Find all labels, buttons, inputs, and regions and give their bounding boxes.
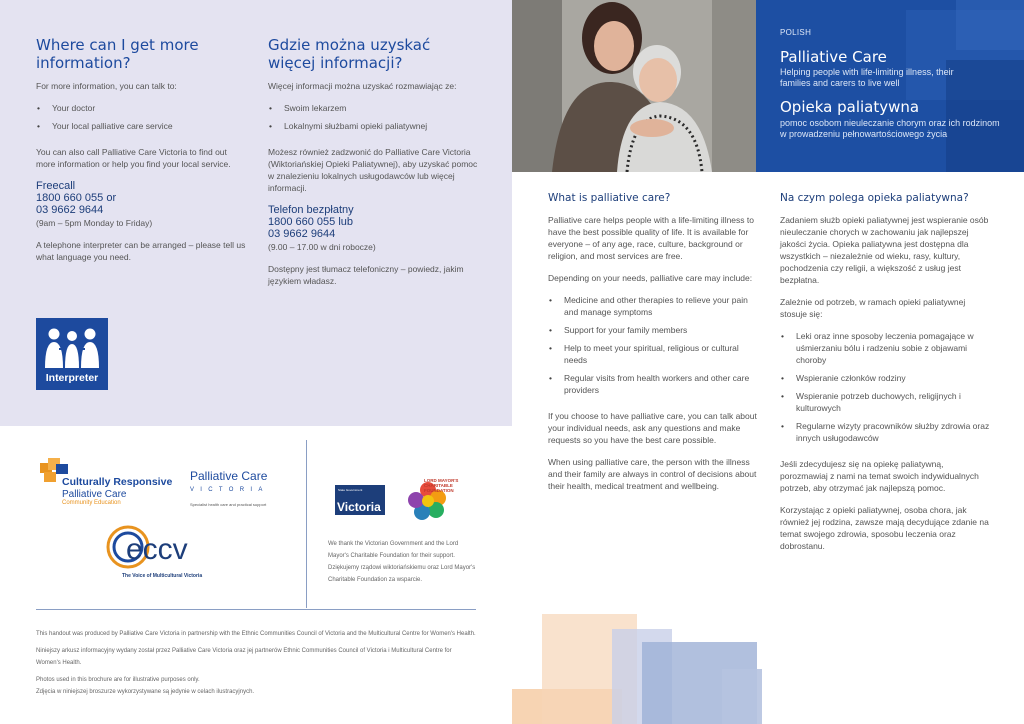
what-is-pl-column <box>780 192 992 562</box>
alt-phone-number: 03 9662 9644 <box>36 204 104 216</box>
polish-info-heading: Gdzie można uzyskać więcej informacji? <box>268 36 431 72</box>
polish-phone-hours: (9.00 – 17.00 w dni robocze) <box>268 242 376 252</box>
footer <box>36 628 476 703</box>
polish-call-text: Możesz również zadzwonić do Palliative Care Victoria (Wiktoriańskiej Opieki Paliatywnej), aby uzyskać pomoc w znalezieniu lokalnych usługodawców lub więcej informacji. <box>268 147 478 193</box>
photo-illustration <box>512 0 756 172</box>
polish-phone-label: Telefon bezpłatny <box>268 204 354 216</box>
english-info-intro: For more information, you can talk to: <box>36 81 177 91</box>
list-item: • Your doctor <box>36 102 248 114</box>
what-is-pl-p2: Zależnie od potrzeb, w ramach opieki paliatywnej stosuje się: <box>780 297 966 319</box>
polish-phone-numbers <box>268 216 478 240</box>
what-is-pl-p4: Korzystając z opieki paliatywnej, osoba chora, jak również jej rodzina, zawsze mają decydujące zdanie na temat swojego zdrowia, sposobu leczenia oraz dobrostanu. <box>780 505 989 551</box>
victoria-government-logo <box>335 485 385 515</box>
eccv-logo-tagline: The Voice of Multicultural Victoria <box>122 573 203 579</box>
cover-title-pl: Opieka paliatywna <box>780 98 920 116</box>
victoria-logo-name: Victoria <box>337 500 381 514</box>
pcv-logo-tagline: Specialist health care and practical support <box>190 502 267 507</box>
horizontal-divider <box>36 609 476 610</box>
list-item: • Wspieranie członków rodziny <box>780 372 992 384</box>
polish-info-column <box>268 36 478 297</box>
interpreter-badge <box>36 318 108 390</box>
footer-p1: This handout was produced by Palliative Care Victoria in partnership with the Ethnic Communities Council of Victoria and the Multicultural Centre for Women's Health. <box>36 631 476 637</box>
what-is-en-p3: If you choose to have palliative care, you can talk about your individual needs, ask any questions and make requests so you have the best care possible. <box>548 411 757 445</box>
list-item: • Leki oraz inne sposoby leczenia pomagające w uśmierzaniu bólu i radzeniu sobie z objawami choroby <box>780 330 992 366</box>
what-is-en-p4: When using palliative care, the person with the illness and their family are always in control of decisions about their health, medical treatment and wellbeing. <box>548 457 757 491</box>
interpreter-label: Interpreter <box>45 372 99 384</box>
polish-info-intro: Więcej informacji można uzyskać rozmawiając ze: <box>268 81 457 91</box>
list-item: • Support for your family members <box>548 324 758 336</box>
english-call-text: You can also call Palliative Care Victoria to find out more information or help you find your local service. <box>36 147 231 169</box>
interpreter-icon <box>36 322 108 374</box>
list-item: • Medicine and other therapies to relieve your pain and manage symptoms <box>548 294 758 318</box>
footer-p3: Photos used in this brochure are for illustrative purposes only. <box>36 677 200 683</box>
what-is-pl-heading: Na czym polega opieka paliatywna? <box>780 192 969 204</box>
cover-subtitle-pl: pomoc osobom nieuleczanie chorym oraz ich rodzinom w prowadzeniu pełnowartościowego życia <box>780 118 1000 139</box>
footer-p4: Zdjęcia w niniejszej broszurze wykorzystywane są jedynie w celach ilustracyjnych. <box>36 689 255 695</box>
phone-hours: (9am – 5pm Monday to Friday) <box>36 218 153 228</box>
english-info-heading: Where can I get more information? <box>36 36 199 72</box>
pcv-logo-subtitle: VICTORIA <box>190 487 269 493</box>
victoria-logo-small: State Government <box>338 488 363 492</box>
eccv-logo <box>106 522 206 572</box>
thanks-text: We thank the Victorian Government and the Lord Mayor's Charitable Foundation for their support. Dziękujemy rządowi wiktoriańskiemu oraz Lord Mayor's Charitable Foundation za wsparcie. <box>328 541 476 583</box>
cover-photo <box>512 0 756 172</box>
english-contact-list <box>36 102 248 132</box>
freecall-numbers <box>36 192 248 216</box>
list-item: • Regular visits from health workers and other care providers <box>548 372 758 396</box>
eccv-logo-text: eccv <box>126 533 188 566</box>
list-item: • Help to meet your spiritual, religious or cultural needs <box>548 342 758 366</box>
cover-panel <box>756 0 1024 172</box>
cover-title-en: Palliative Care <box>780 48 887 66</box>
pcv-logo-title: Palliative Care <box>190 469 268 483</box>
list-item: • Your local palliative care service <box>36 120 248 132</box>
what-is-en-column <box>548 192 758 502</box>
crp-logo-title: Culturally Responsive <box>62 476 173 488</box>
footer-p2: Niniejszy arkusz informacyjny wydany został przez Palliative Care Victoria oraz jej partnerów Ethnic Communities Council of Victoria i Multicultural Centre for Women's Health. <box>36 648 452 666</box>
freecall-number: 1800 660 055 or <box>36 192 117 204</box>
cover-subtitle-en: Helping people with life-limiting illness, their families and carers to live well <box>780 67 954 88</box>
list-item: • Regularne wizyty pracowników służby zdrowia oraz innych usługodawców <box>780 420 992 444</box>
polish-alt-phone-number: 03 9662 9644 <box>268 228 336 240</box>
list-item: • Swoim lekarzem <box>268 102 478 114</box>
what-is-pl-p1: Zadaniem służb opieki paliatywnej jest wspieranie osób nieuleczanie chorych w zachowaniu jak najlepszej jakości życia. Opieka paliatywna jest dostępna dla wszystkich – niezależnie od wieku, rasy, kultury, pochodzenia czy religii, a większość z usług jest bezpłatna. <box>780 215 989 285</box>
english-interpreter-text: A telephone interpreter can be arranged – please tell us what language you need. <box>36 240 246 262</box>
what-is-en-p1: Palliative care helps people with a life-limiting illness to have the best possible quality of life. It is available for everyone – of any age, race, culture, background or religion, and most services are free. <box>548 215 754 261</box>
lord-mayor-logo-text: LORD MAYOR'S CHARITABLE FOUNDATION <box>424 478 459 493</box>
language-label: POLISH <box>780 28 812 37</box>
polish-phone-number: 1800 660 055 lub <box>268 216 354 228</box>
freecall-label: Freecall <box>36 180 76 192</box>
what-is-en-heading: What is palliative care? <box>548 192 671 204</box>
list-item: • Lokalnymi służbami opieki paliatywnej <box>268 120 478 132</box>
vertical-divider <box>306 440 307 608</box>
polish-interpreter-text: Dostępny jest tłumacz telefoniczny – powiedz, jakim językiem władasz. <box>268 264 464 286</box>
crp-logo-tagline: Community Education <box>62 500 121 506</box>
list-item: • Wspieranie potrzeb duchowych, religijnych i kulturowych <box>780 390 992 414</box>
what-is-en-p2: Depending on your needs, palliative care may include: <box>548 273 753 283</box>
what-is-pl-p3: Jeśli zdecydujesz się na opiekę paliatywną, porozmawiaj z nami na temat swoich indywidualnych potrzeb, aby otrzymać jak najlepszą pomoc. <box>780 459 979 493</box>
what-is-en-list <box>548 294 758 396</box>
decorative-shapes <box>512 594 1024 724</box>
crp-logo-subtitle: Palliative Care <box>62 489 127 500</box>
english-info-column <box>36 36 248 273</box>
polish-contact-list <box>268 102 478 132</box>
what-is-pl-list <box>780 330 992 444</box>
